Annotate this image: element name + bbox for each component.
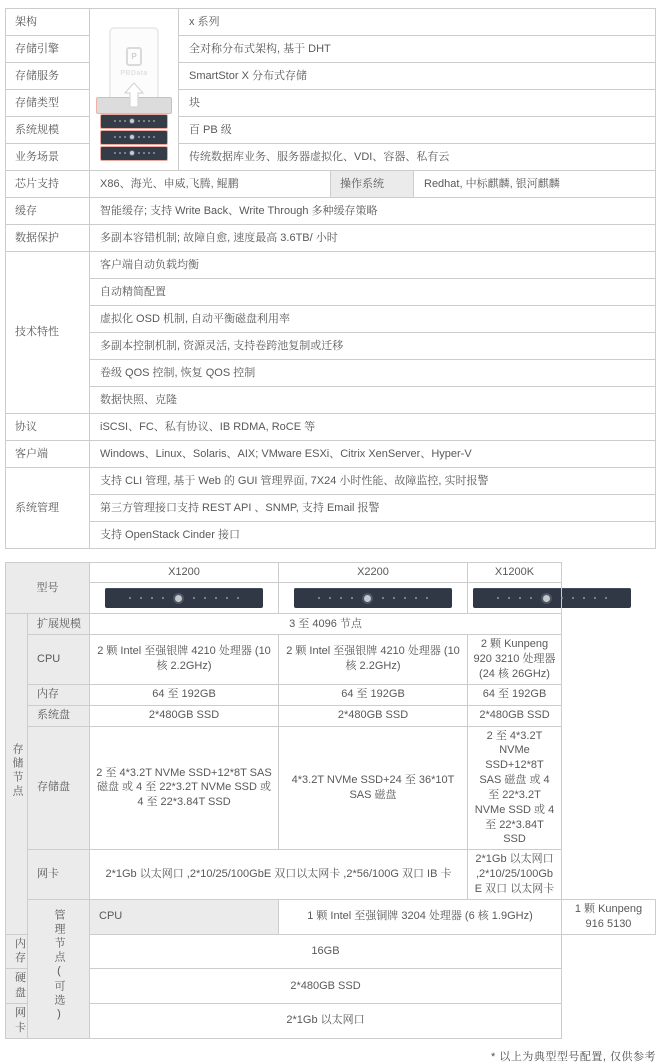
value-sysdisk-x2200: 2*480GB SSD (279, 705, 468, 726)
model-name-x2200: X2200 (279, 563, 468, 583)
spec-label-business-scenario: 业务场景 (6, 144, 90, 171)
value-mgmt-disk: 2*480GB SSD (90, 969, 562, 1004)
spec-value-client: Windows、Linux、Solaris、AIX; VMware ESXi、Citrix XenServer、Hyper-V (90, 441, 656, 468)
spec-label-storage-service: 存储服务 (6, 63, 90, 90)
model-image-x2200 (279, 583, 468, 614)
storage-node-vertical-label: 存储节点 (11, 743, 23, 800)
model-name-x1200: X1200 (90, 563, 279, 583)
spec-label-tech-features: 技术特性 (6, 252, 90, 414)
feature-item: 自动精简配置 (90, 279, 656, 306)
feature-item: 数据快照、克隆 (90, 387, 656, 414)
management-item: 支持 CLI 管理, 基于 Web 的 GUI 管理界面, 7X24 小时性能、故障监控, 实时报警 (90, 468, 656, 495)
pbdata-logo-icon (126, 47, 142, 66)
spec-label-storage-type: 存储类型 (6, 90, 90, 117)
value-nic-x1200k: 2*1Gb 以太网口 ,2*10/25/100GbE 双口 以太网卡 (468, 850, 562, 900)
model-comparison-table (5, 562, 656, 1039)
spec-value-data-protection: 多副本容错机制; 故障自愈, 速度最高 3.6TB/ 小时 (90, 225, 656, 252)
spec-value-os: Redhat, 中标麒麟, 银河麒麟 (414, 171, 656, 198)
row-label-storage-nic: 网卡 (28, 850, 90, 900)
spec-label-client: 客户端 (6, 441, 90, 468)
model-header-label: 型号 (6, 563, 90, 614)
brand-text: PBData (120, 69, 148, 77)
rack-unit (100, 146, 168, 161)
spec-label-data-protection: 数据保护 (6, 225, 90, 252)
spec-table (5, 8, 656, 549)
footnote: * 以上为典型型号配置, 仅供参考 (491, 1050, 656, 1063)
rack-server-image (294, 588, 452, 608)
spec-value-cache: 智能缓存; 支持 Write Back、Write Through 多种缓存策略 (90, 198, 656, 225)
logo-letter: P (131, 51, 137, 61)
value-cpu-x1200k: 2 颗 Kunpeng 920 3210 处理器 (24 核 26GHz) (468, 635, 562, 685)
value-sysdisk-x1200: 2*480GB SSD (90, 705, 279, 726)
spec-value-storage-engine: 全对称分布式架构, 基于 DHT (179, 36, 656, 63)
spec-label-chip-support: 芯片支持 (6, 171, 90, 198)
spec-label-protocol: 协议 (6, 414, 90, 441)
product-image-cell (90, 9, 179, 171)
feature-item: 多副本控制机制, 资源灵活, 支持卷跨池复制或迁移 (90, 333, 656, 360)
row-label-system-disk: 系统盘 (28, 705, 90, 726)
value-cpu-x1200: 2 颗 Intel 至强银牌 4210 处理器 (10 核 2.2GHz) (90, 635, 279, 685)
rack-knob (362, 593, 373, 604)
mgmt-node-vertical-label: 管理节点(可选) (53, 909, 65, 1024)
value-mgmt-nic: 2*1Gb 以太网口 (90, 1003, 562, 1038)
spec-label-architecture: 架构 (6, 9, 90, 36)
value-memory-x1200: 64 至 192GB (90, 684, 279, 705)
row-label-mgmt-cpu: CPU (90, 899, 279, 934)
value-memory-x2200: 64 至 192GB (279, 684, 468, 705)
value-storagedisk-x2200: 4*3.2T NVMe SSD+24 至 36*10T SAS 磁盘 (279, 726, 468, 850)
rack-knob (129, 150, 135, 156)
row-label-mgmt-nic: 网卡 (6, 1003, 28, 1038)
spec-value-chip-support: X86、海光、申威,飞腾, 鲲鹏 (90, 171, 331, 198)
rack-knob (541, 593, 552, 604)
rack-unit (100, 130, 168, 145)
value-mgmt-cpu-x1200k: 1 颗 Kunpeng 916 5130 (562, 899, 656, 934)
feature-item: 客户端自动负载均衡 (90, 252, 656, 279)
model-name-x1200k: X1200K (468, 563, 562, 583)
management-item: 第三方管理接口支持 REST API 、SNMP, 支持 Email 报警 (90, 495, 656, 522)
value-nic-shared: 2*1Gb 以太网口 ,2*10/25/100GbE 双口以太网卡 ,2*56/100G 双口 IB 卡 (90, 850, 468, 900)
value-expansion-scale: 3 至 4096 节点 (90, 614, 562, 635)
rack-server-image (473, 588, 631, 608)
spec-value-storage-service: SmartStor X 分布式存储 (179, 63, 656, 90)
up-arrow-icon (124, 82, 144, 108)
spec-label-storage-engine: 存储引擎 (6, 36, 90, 63)
feature-item: 卷级 QOS 控制, 恢复 QOS 控制 (90, 360, 656, 387)
value-storagedisk-x1200k: 2 至 4*3.2T NVMe SSD+12*8T SAS 磁盘 或 4 至 22*3.2T NVMe SSD 或 4 至 22*3.84T SSD (468, 726, 562, 850)
spec-value-system-scale: 百 PB 级 (179, 117, 656, 144)
row-label-mgmt-disk: 硬盘 (6, 969, 28, 1004)
row-label-storage-memory: 内存 (28, 684, 90, 705)
spec-label-system-scale: 系统规模 (6, 117, 90, 144)
rack-unit (100, 114, 168, 129)
group-label-storage-node (6, 614, 28, 935)
spec-label-os: 操作系统 (331, 171, 414, 198)
row-label-mgmt-memory: 内存 (6, 934, 28, 969)
value-memory-x1200k: 64 至 192GB (468, 684, 562, 705)
row-label-storage-disk: 存储盘 (28, 726, 90, 850)
rack-server-image (105, 588, 263, 608)
value-mgmt-cpu-shared: 1 颗 Intel 至强铜牌 3204 处理器 (6 核 1.9GHz) (279, 899, 562, 934)
rack-knob (129, 118, 135, 124)
model-image-x1200 (90, 583, 279, 614)
spec-value-storage-type: 块 (179, 90, 656, 117)
spec-label-cache: 缓存 (6, 198, 90, 225)
management-item: 支持 OpenStack Cinder 接口 (90, 522, 656, 549)
spec-value-business-scenario: 传统数据库业务、服务器虚拟化、VDI、容器、私有云 (179, 144, 656, 171)
row-label-storage-cpu: CPU (28, 635, 90, 685)
row-label-expansion-scale: 扩展规模 (28, 614, 90, 635)
value-sysdisk-x1200k: 2*480GB SSD (468, 705, 562, 726)
value-cpu-x2200: 2 颗 Intel 至强银牌 4210 处理器 (10 核 2.2GHz) (279, 635, 468, 685)
pbdata-product-image (90, 26, 178, 154)
feature-item: 虚拟化 OSD 机制, 自动平衡磁盘利用率 (90, 306, 656, 333)
rack-knob (129, 134, 135, 140)
group-label-mgmt-node (28, 899, 90, 1038)
value-mgmt-memory: 16GB (90, 934, 562, 969)
spec-value-protocol: iSCSI、FC、私有协议、IB RDMA, RoCE 等 (90, 414, 656, 441)
spec-label-system-management: 系统管理 (6, 468, 90, 549)
spec-value-architecture: x 系列 (179, 9, 656, 36)
model-image-x1200k (468, 583, 562, 614)
value-storagedisk-x1200: 2 至 4*3.2T NVMe SSD+12*8T SAS 磁盘 或 4 至 22*3.2T NVMe SSD 或 4 至 22*3.84T SSD (90, 726, 279, 850)
rack-knob (173, 593, 184, 604)
